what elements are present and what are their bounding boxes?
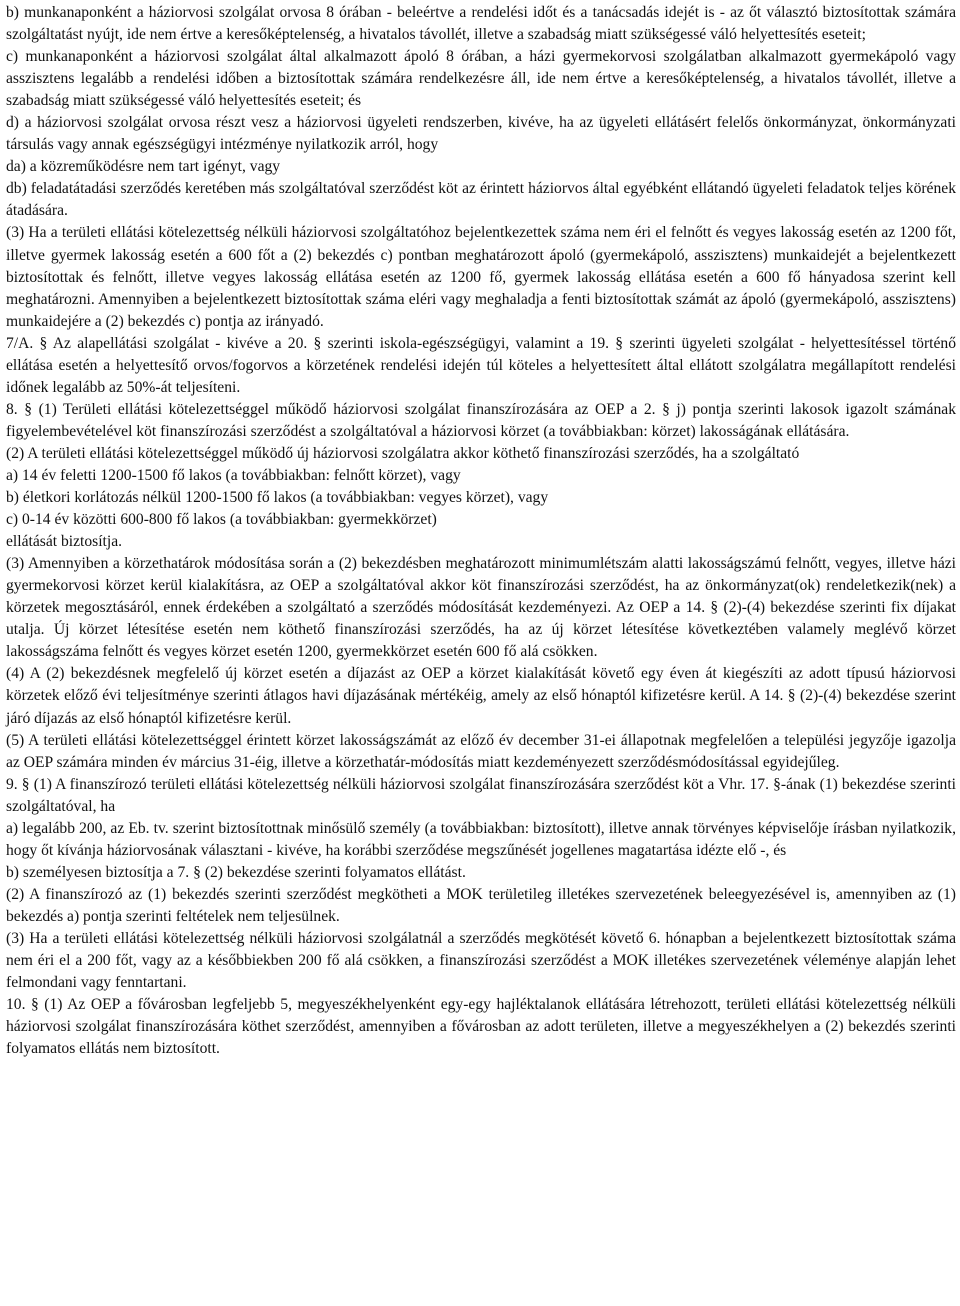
section-8-5: (5) A területi ellátási kötelezettséggel érintett körzet lakosságszámát az előző év december 31-ei állapotnak megfelelően a települési jegyzője igazolja az OEP számára minden év március 31-éig, illetve a körzethatár-módosítás miatt kezdeményezett szerződésmódosítással egyidejűleg. xyxy=(6,731,956,771)
paragraph-d-on-call: d) a háziorvosi szolgálat orvosa részt vesz a háziorvosi ügyeleti rendszerben, kivéve, ha az ügyeleti ellátásért felelős önkormányzat, önkormányzati társulás vagy annak egészségügyi intézménye nyilatkozik arról, hogy xyxy=(6,114,956,154)
section-9-1-a: a) legalább 200, az Eb. tv. szerint biztosítottnak minősülő személy (a továbbiakban: biztosított), illetve annak törvényes képviselője írásban nyilatkozik, hogy őt kívánja háziorvosának választani - kivéve, ha korábbi szerződése megszűnését jogellenes magatartása idézte elő -, és xyxy=(6,819,956,859)
section-9-2: (2) A finanszírozó az (1) bekezdés szerinti szerződést megkötheti a MOK területileg illetékes szervezetének beleegyezésével is, amennyiben az (1) bekezdés a) pontja szerinti feltételek nem teljesülnek. xyxy=(6,885,956,925)
section-9-1: 9. § (1) A finanszírozó területi ellátási kötelezettség nélküli háziorvosi szolgálat finanszírozására szerződést köt a Vhr. 17. §-ának (1) bekezdése szerinti szolgáltatóval, ha xyxy=(6,775,956,815)
paragraph-3-assistant-hours: (3) Ha a területi ellátási kötelezettség nélküli háziorvosi szolgáltatóhoz bejelentkezettek száma nem éri el felnőtt és vegyes lakosság esetén az 1200 főt, illetve gyermek lakosság esetén a 600 főt a (2) bekezdés c) pontban meghatározott ápoló (gyermekápoló, asszisztens) munkaidejét a bejelentkezett biztosítottak és felnőtt, illetve vegyes lakosság ellátása esetén az 1200 fő, gyermek lakosság ellátása esetén a 600 fő hányadosa szerint kell meghatározni. Amennyiben a bejelentkezett biztosítottak száma eléri vagy meghaladja a fenti biztosítottak számát az ápoló (gyermekápoló, asszisztens) munkaidejére a (2) bekezdés c) pontja az irányadó. xyxy=(6,224,956,330)
section-8-2-closing: ellátását biztosítja. xyxy=(6,533,123,551)
section-9-1-b: b) személyesen biztosítja a 7. § (2) bekezdése szerinti folyamatos ellátást. xyxy=(6,863,466,881)
section-8-2: (2) A területi ellátási kötelezettséggel működő új háziorvosi szolgálatra akkor köthető finanszírozási szerződés, ha a szolgáltató xyxy=(6,444,800,462)
paragraph-c-nurse-hours: c) munkanaponként a háziorvosi szolgálat által alkalmazott ápoló 8 órában, a házi gyermekorvosi szolgálatban alkalmazott gyermekápoló vagy asszisztens legalább a rendelési időben a biztosítottak számára rendelkezésre áll, ide nem értve a keresőképtelenség, a hivatalos távollét, illetve a szabadság miatt szükségessé váló helyettesítés eseteit; és xyxy=(6,48,956,110)
section-8-2-b: b) életkori korlátozás nélkül 1200-1500 fő lakos (a továbbiakban: vegyes körzet), vagy xyxy=(6,489,549,507)
section-10-1: 10. § (1) Az OEP a fővárosban legfeljebb 5, megyeszékhelyenként egy-egy hajléktalanok ellátására létrehozott, területi ellátási kötelezettség nélküli háziorvosi szolgálat finanszírozására köthet szerződést, amennyiben a fővárosban az adott területen, illetve a megyeszékhelyen a (2) bekezdés szerinti folyamatos ellátás nem biztosított. xyxy=(6,996,956,1058)
paragraph-b-working-hours: b) munkanaponként a háziorvosi szolgálat orvosa 8 órában - beleértve a rendelési időt és a tanácsadás idejét is - az őt választó biztosítottak számára szolgáltatást nyújt, ide nem értve a keresőképtelenség, a hivatalos távollét, illetve a szabadság miatt szükségessé váló helyettesítés eseteit; xyxy=(6,4,956,44)
section-8-2-a: a) 14 év feletti 1200-1500 fő lakos (a továbbiakban: felnőtt körzet), vagy xyxy=(6,466,461,484)
section-7a: 7/A. § Az alapellátási szolgálat - kivéve a 20. § szerinti iskola-egészségügyi, valamint a 19. § szerinti ügyeleti szolgálat - helyettesítéssel történő ellátása esetén a helyettesítő orvos/fogorvos a körzetének rendelési idején túl köteles a helyettesített által ellátott szolgálatra megállapított rendelési időnek legalább az 50%-át teljesíteni. xyxy=(6,334,956,396)
paragraph-da: da) a közreműködésre nem tart igényt, vagy xyxy=(6,158,281,176)
section-8-4: (4) A (2) bekezdésnek megfelelő új körzet esetén a díjazást az OEP a körzet kialakítását követő egy éven át kiegészíti az adott típusú háziorvosi körzetek előző évi teljesítménye szerinti átlagos havi díjazásának mértékéig, amely az első hónaptól kifizetésre kerül. A 14. § (2)-(4) bekezdése szerint járó díjazás az első hónaptól kifizetésre kerül. xyxy=(6,665,956,727)
section-8-3: (3) Amennyiben a körzethatárok módosítása során a (2) bekezdésben meghatározott minimumlétszám alatti lakosságszámú felnőtt, vegyes, illetve házi gyermekorvosi körzet kerül kialakításra, az OEP a szolgáltatóval akkor köt finanszírozási szerződést, ha az önkormányzat(ok) rendeletkezik(nek) a körzetek megosztásáról, ennek érdekében a szolgáltató a szerződés módosítását kezdeményezi. Az OEP a 14. § (2)-(4) bekezdése szerinti fix díjakat utalja. Új körzet létesítése esetén nem köthető finanszírozási szerződés, ha az új körzet létesítése következtében valamely meglévő körzet lakosságszáma felnőtt és vegyes körzet esetén 1200, gyermekkörzet esetén 600 fő alá csökken. xyxy=(6,555,956,661)
section-8-2-c: c) 0-14 év közötti 600-800 fő lakos (a továbbiakban: gyermekkörzet) xyxy=(6,511,437,529)
section-8-1: 8. § (1) Területi ellátási kötelezettséggel működő háziorvosi szolgálat finanszírozására az OEP a 2. § j) pontja szerinti lakosok igazolt számának figyelembevételével köt finanszírozási szerződést a szolgáltatóval a háziorvosi körzet (a továbbiakban: körzet) lakosságának ellátására. xyxy=(6,400,956,440)
section-9-3: (3) Ha a területi ellátási kötelezettség nélküli háziorvosi szolgálatnál a szerződés megkötését követő 6. hónapban a bejelentkezett biztosítottak száma nem éri el a 200 főt, vagy az a későbbiekben 200 fő alá csökken, a finanszírozási szerződést a MOK illetékes szervezetének véleménye alapján lehet felmondani vagy fenntartani. xyxy=(6,929,956,992)
paragraph-db: db) feladatátadási szerződés keretében más szolgáltatóval szerződést köt az érintett háziorvos által egyébként ellátandó ügyeleti feladatok teljes körének átadására. xyxy=(6,180,956,220)
